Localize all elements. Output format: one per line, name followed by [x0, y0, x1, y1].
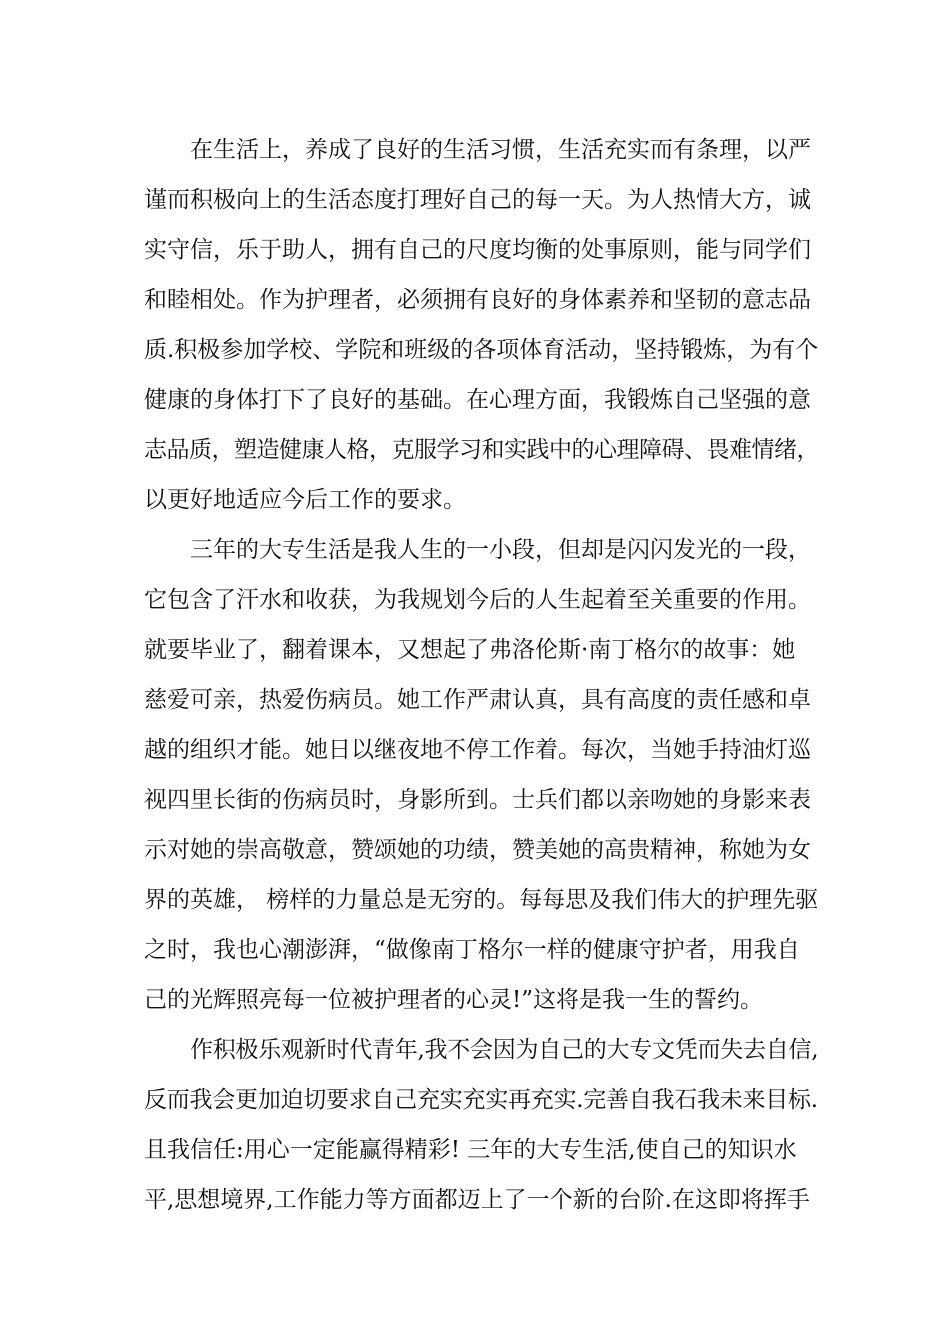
paragraph-3-line-2: 反而我会更加迫切要求自己充实充实再充实.完善自我石我未来目标.	[144, 1087, 818, 1113]
paragraph-1-line-7: 志品质，塑造健康人格，克服学习和实践中的心理障碍、畏难情绪，	[144, 437, 819, 463]
paragraph-2-line-7: 示对她的崇高敬意，赞颂她的功绩，赞美她的高贵精神，称她为女	[144, 837, 811, 863]
paragraph-1-line-6: 健康的身体打下了良好的基础。在心理方面，我锻炼自己坚强的意	[144, 387, 811, 413]
paragraph-2-line-5: 越的组织才能。她日以继夜地不停工作着。每次，当她手持油灯巡	[144, 737, 811, 763]
paragraph-1-line-4: 和睦相处。作为护理者，必须拥有良好的身体素养和坚韧的意志品	[144, 287, 811, 313]
paragraph-2-line-10: 己的光辉照亮每一位被护理者的心灵!”这将是我一生的誓约。	[144, 987, 764, 1013]
paragraph-2-line-3: 就要毕业了，翻着课本，又想起了弗洛伦斯·南丁格尔的故事：她	[144, 637, 796, 663]
paragraph-1-line-8: 以更好地适应今后工作的要求。	[144, 487, 466, 513]
paragraph-1-line-5: 质.积极参加学校、学院和班级的各项体育活动，坚持锻炼，为有个	[144, 337, 819, 363]
paragraph-2-line-4: 慈爱可亲，热爱伤病员。她工作严肃认真，具有高度的责任感和卓	[144, 687, 811, 713]
paragraph-1-line-1: 在生活上，养成了良好的生活习惯，生活充实而有条理，以严	[190, 137, 811, 163]
paragraph-1-line-2: 谨而积极向上的生活态度打理好自己的每一天。为人热情大方，诚	[144, 187, 811, 213]
paragraph-2-line-1: 三年的大专生活是我人生的一小段，但却是闪闪发光的一段，	[190, 537, 811, 563]
paragraph-3-line-3: 且我信任:用心一定能赢得精彩! 三年的大专生活,使自己的知识水	[144, 1137, 797, 1163]
paragraph-2-line-8: 界的英雄， 榜样的力量总是无穷的。每每思及我们伟大的护理先驱	[144, 887, 819, 913]
paragraph-3-line-4: 平,思想境界,工作能力等方面都迈上了一个新的台阶.在这即将挥手	[144, 1187, 810, 1213]
paragraph-2-line-6: 视四里长街的伤病员时，身影所到。士兵们都以亲吻她的身影来表	[144, 787, 811, 813]
paragraph-1-line-3: 实守信，乐于助人，拥有自己的尺度均衡的处事原则，能与同学们	[144, 237, 811, 263]
paragraph-2-line-9: 之时，我也心潮澎湃，“做像南丁格尔一样的健康守护者，用我自	[144, 937, 800, 963]
paragraph-3-line-1: 作积极乐观新时代青年,我不会因为自己的大专文凭而失去自信,	[190, 1037, 819, 1063]
paragraph-2-line-2: 它包含了汗水和收获，为我规划今后的人生起着至关重要的作用。	[144, 587, 811, 613]
